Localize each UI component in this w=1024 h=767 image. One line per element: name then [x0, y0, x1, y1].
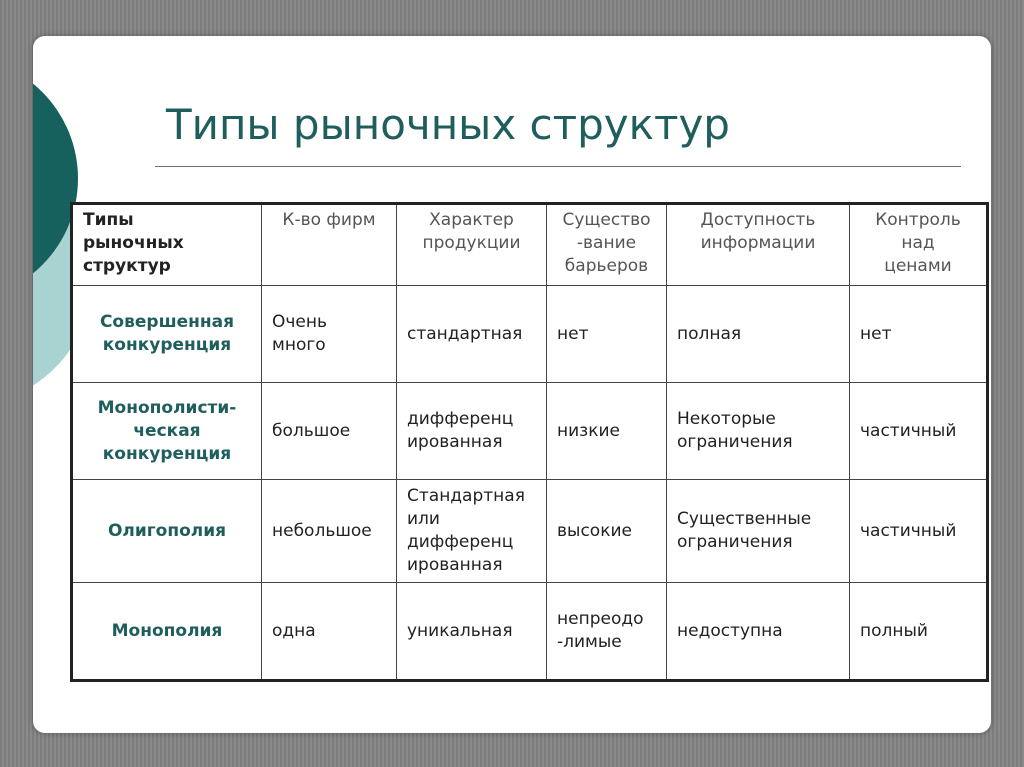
row-label: Совершенная конкуренция — [72, 286, 262, 383]
cell-firm-count: небольшое — [262, 480, 397, 583]
cell-price-control: нет — [850, 286, 988, 383]
header-market-types: Типы рыночных структур — [72, 204, 262, 286]
header-product-type: Характер продукции — [397, 204, 547, 286]
cell-product-type: стандартная — [397, 286, 547, 383]
cell-information: недоступна — [667, 583, 850, 681]
table-row — [72, 480, 988, 583]
cell-firm-count: Очень много — [262, 286, 397, 383]
cell-price-control: частичный — [850, 383, 988, 480]
cell-information: Существенные ограничения — [667, 480, 850, 583]
title-divider — [155, 166, 961, 167]
cell-firm-count: одна — [262, 583, 397, 681]
header-barriers: Существо -вание барьеров — [547, 204, 667, 286]
header-firm-count: К-во фирм — [262, 204, 397, 286]
row-label: Монополия — [72, 583, 262, 681]
table-row — [72, 383, 988, 480]
row-label: Олигополия — [72, 480, 262, 583]
slide — [33, 36, 991, 733]
cell-product-type: дифференц ированная — [397, 383, 547, 480]
header-information: Доступность информации — [667, 204, 850, 286]
row-label: Монополисти- ческая конкуренция — [72, 383, 262, 480]
cell-product-type: Стандартная или дифференц ированная — [397, 480, 547, 583]
cell-barriers: нет — [547, 286, 667, 383]
cell-information: Некоторые ограничения — [667, 383, 850, 480]
table-row — [72, 583, 988, 681]
header-price-control: Контроль над ценами — [850, 204, 988, 286]
cell-firm-count: большое — [262, 383, 397, 480]
table-row — [72, 286, 988, 383]
cell-price-control: частичный — [850, 480, 988, 583]
cell-barriers: непреодо -лимые — [547, 583, 667, 681]
cell-barriers: высокие — [547, 480, 667, 583]
slide-title: Типы рыночных структур — [166, 100, 730, 149]
market-structures-table — [70, 202, 989, 682]
cell-product-type: уникальная — [397, 583, 547, 681]
table-header-row — [72, 204, 988, 286]
cell-information: полная — [667, 286, 850, 383]
cell-price-control: полный — [850, 583, 988, 681]
cell-barriers: низкие — [547, 383, 667, 480]
